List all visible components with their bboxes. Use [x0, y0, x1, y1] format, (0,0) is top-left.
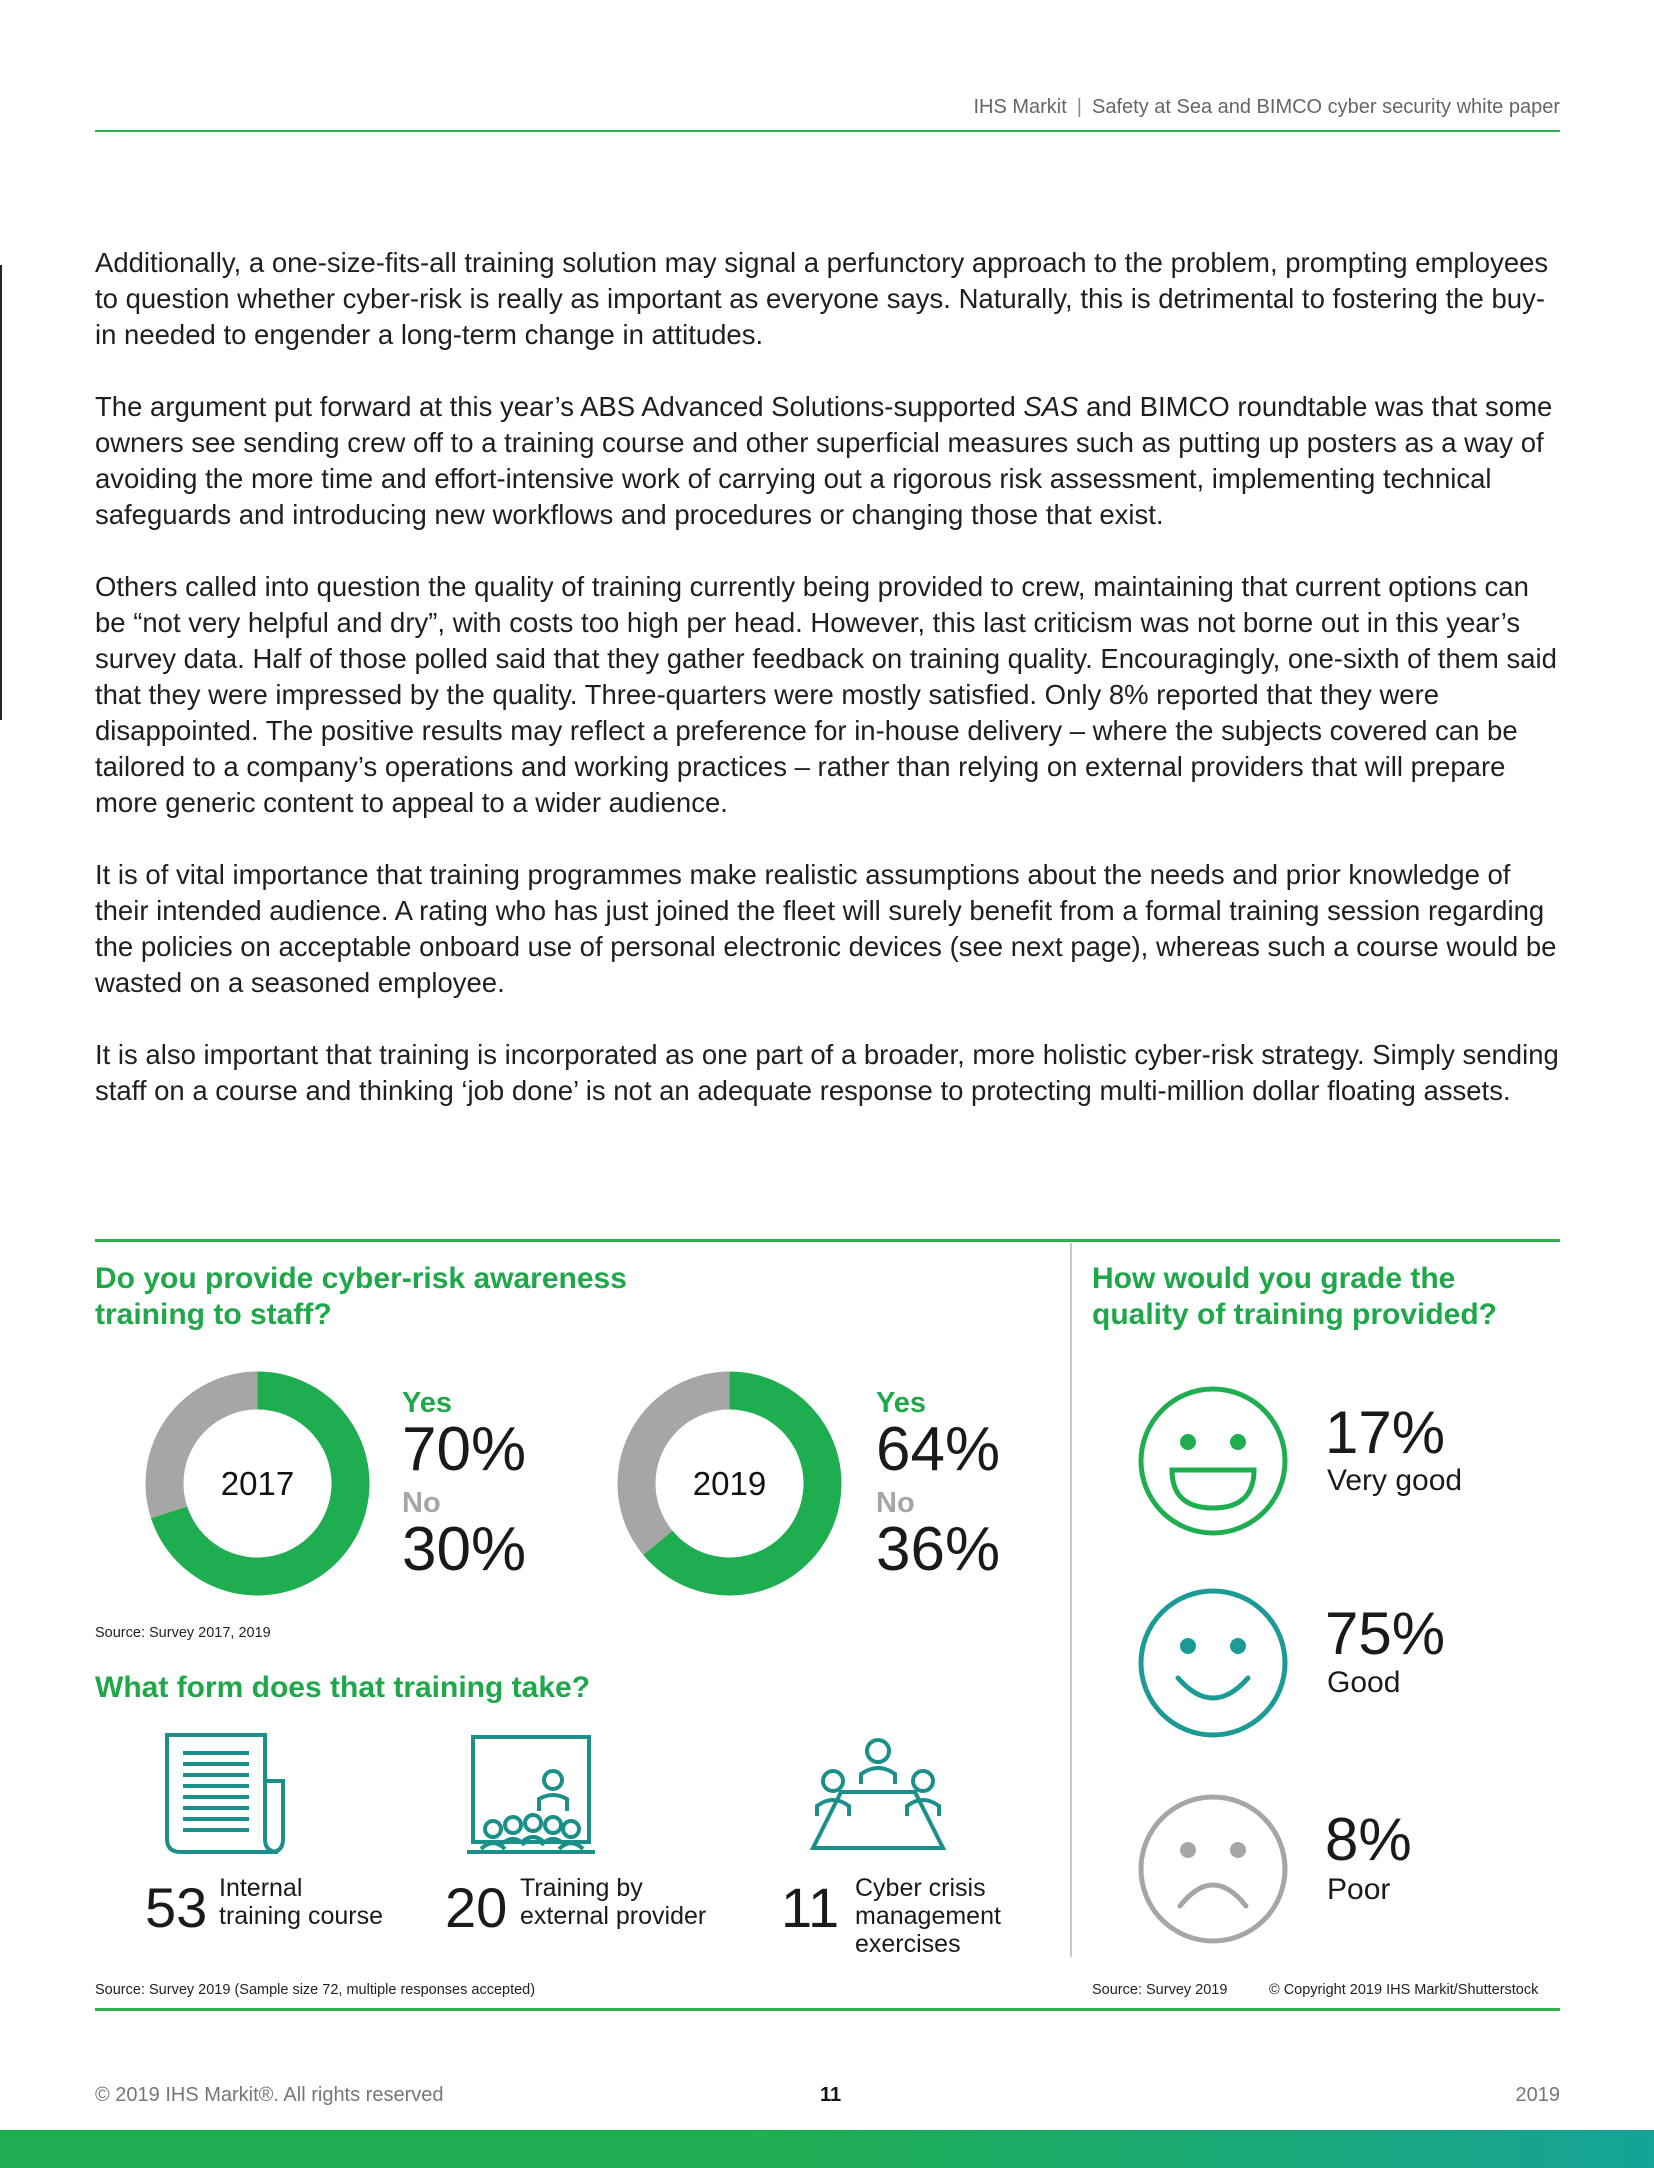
stat-block-2019 — [876, 1387, 1001, 1584]
external-count: 20 — [445, 1876, 508, 1939]
page-number: 11 — [820, 2084, 842, 2106]
smile-face-icon — [1136, 1586, 1290, 1745]
donut-chart-2019 — [617, 1371, 842, 1596]
footer-copyright: © 2019 IHS Markit®. All rights reserved — [95, 2084, 444, 2106]
awareness-heading-line1: Do you provide cyber-risk awareness — [95, 1262, 627, 1295]
no-percent: 30% — [402, 1515, 527, 1584]
very-good-label: Very good — [1327, 1464, 1463, 1497]
yes-percent: 64% — [876, 1415, 1001, 1484]
quality-heading-line2: quality of training provided? — [1092, 1298, 1497, 1331]
document-icon — [163, 1731, 293, 1861]
donut-center-year: 2019 — [692, 1464, 767, 1502]
quality-heading — [1092, 1261, 1497, 1333]
yes-label: Yes — [402, 1387, 452, 1419]
paragraph-text: and BIMCO roundtable was that some owners see sending crew off to a training course and other superficial measures such as putting up posters as a way of avoiding the more time and effort-intensive work of carrying out a rigorous risk assessment, implementing technical safeguards and introducing new workflows and procedures or changing those that exist. — [95, 391, 1553, 530]
paragraph: Additionally, a one-size-fits-all training solution may signal a perfunctory approach to the problem, prompting employees to question whether cyber-risk is really as important as everyone says. Naturally, this is detrimental to fostering the buy-in needed to engender a long-term change in attitudes. — [95, 247, 1549, 350]
donut-center-year: 2017 — [220, 1464, 295, 1502]
label-line: management — [855, 1902, 1001, 1930]
no-label: No — [402, 1487, 441, 1519]
page-edge-mark — [0, 265, 2, 720]
label-line: external provider — [520, 1902, 707, 1930]
internal-count: 53 — [145, 1876, 208, 1939]
awareness-heading — [95, 1261, 627, 1333]
internal-label — [219, 1874, 383, 1930]
header-doc-title: Safety at Sea and BIMCO cyber security white paper — [1092, 96, 1560, 118]
sad-face-icon — [1136, 1792, 1290, 1951]
paragraph-text: The argument put forward at this year’s ABS Advanced Solutions-supported — [95, 391, 1024, 422]
paragraph-italic: SAS — [1023, 391, 1079, 422]
presentation-icon — [467, 1733, 597, 1860]
header-separator: | — [1076, 96, 1082, 118]
body-text — [95, 245, 1565, 1145]
quality-copyright: © Copyright 2019 IHS Markit/Shutterstock — [1269, 1982, 1539, 1998]
section-bottom-rule — [95, 2008, 1560, 2011]
quality-source: Source: Survey 2019 — [1092, 1982, 1228, 1998]
column-divider — [1070, 1243, 1072, 1957]
exercises-count: 11 — [781, 1876, 840, 1939]
quality-heading-line1: How would you grade the — [1092, 1262, 1456, 1295]
yes-percent: 70% — [402, 1415, 527, 1484]
poor-label: Poor — [1327, 1873, 1391, 1906]
poor-percent: 8% — [1325, 1806, 1412, 1873]
happy-face-icon — [1136, 1384, 1290, 1543]
footer-year: 2019 — [1515, 2084, 1560, 2106]
awareness-source: Source: Survey 2017, 2019 — [95, 1625, 271, 1641]
label-line: Training by — [520, 1874, 643, 1902]
no-percent: 36% — [876, 1515, 1001, 1584]
section-top-rule — [95, 1239, 1560, 1242]
very-good-percent: 17% — [1325, 1399, 1446, 1466]
paragraph: It is of vital importance that training programmes make realistic assumptions about the needs and prior knowledge of their intended audience. A rating who has just joined the fleet will surely benefit from a formal training session regarding the policies on acceptable onboard use of personal electronic devices (see next page), whereas such a course would be wasted on a seasoned employee. — [95, 859, 1557, 998]
no-label: No — [876, 1487, 915, 1519]
stat-block-2017 — [402, 1387, 527, 1584]
exercises-label — [855, 1874, 1001, 1958]
label-line: training course — [219, 1902, 383, 1930]
yes-label: Yes — [876, 1387, 926, 1419]
footer-band — [0, 2130, 1654, 2168]
paragraph: It is also important that training is incorporated as one part of a broader, more holistic cyber-risk strategy. Simply sending staff on a course and thinking ‘job done’ is not an adequate response to protecting multi-million dollar floating assets. — [95, 1039, 1559, 1106]
meeting-icon — [803, 1736, 953, 1861]
good-percent: 75% — [1325, 1600, 1446, 1667]
external-label — [520, 1874, 706, 1930]
label-line: Cyber crisis — [855, 1874, 986, 1902]
page-header — [95, 96, 1560, 132]
paragraph — [95, 389, 1565, 533]
form-source: Source: Survey 2019 (Sample size 72, multiple responses accepted) — [95, 1982, 536, 1998]
awareness-heading-line2: training to staff? — [95, 1298, 332, 1331]
label-line: exercises — [855, 1930, 961, 1958]
good-label: Good — [1327, 1666, 1401, 1699]
form-heading: What form does that training take? — [95, 1671, 591, 1704]
donut-chart-2017 — [145, 1371, 370, 1596]
header-brand: IHS Markit — [973, 96, 1067, 118]
paragraph: Others called into question the quality of training currently being provided to crew, maintaining that current options can be “not very helpful and dry”, with costs too high per head. However, this last criticism was not borne out in this year’s survey data. Half of those polled said that they gather feedback on training quality. Encouragingly, one-sixth of them said that they were impressed by the quality. Three-quarters were mostly satisfied. Only 8% reported that they were disappointed. The positive results may reflect a preference for in-house delivery – where the subjects covered can be tailored to a company’s operations and working practices – rather than relying on external providers that will prepare more generic content to appeal to a wider audience. — [95, 571, 1557, 818]
label-line: Internal — [219, 1874, 303, 1902]
